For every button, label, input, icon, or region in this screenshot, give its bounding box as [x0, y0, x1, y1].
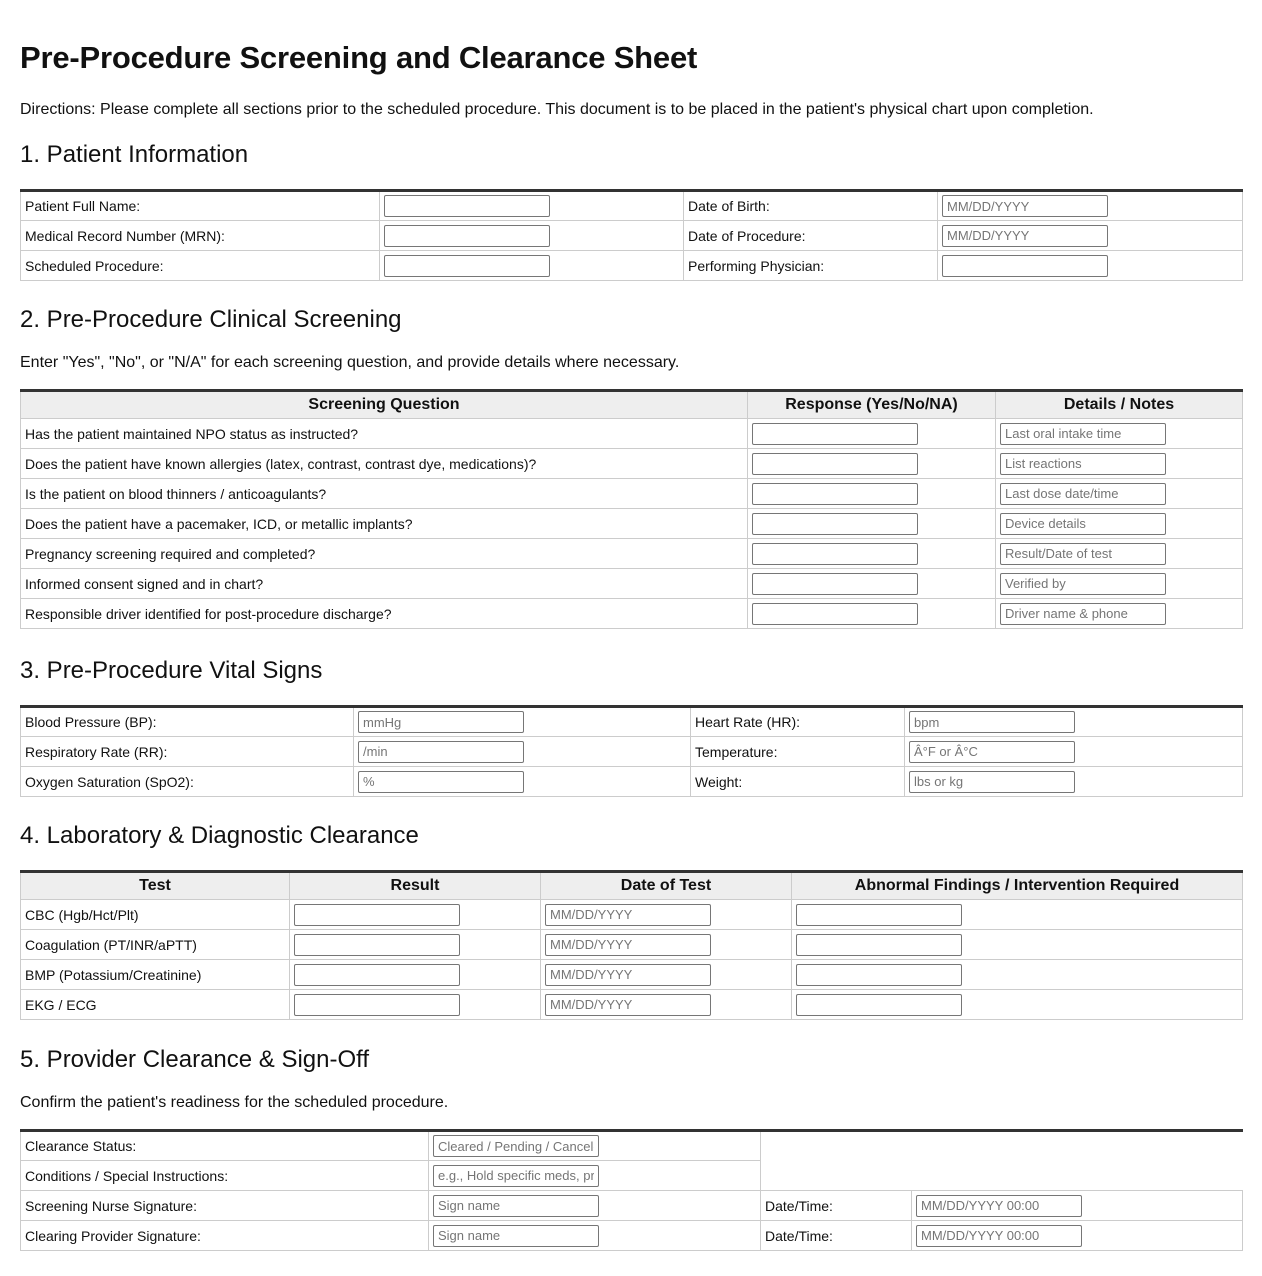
patient-name-label: Patient Full Name: [21, 191, 380, 221]
table-row [21, 900, 1243, 930]
consent-response-input[interactable] [752, 573, 918, 595]
cbc-findings-input[interactable] [796, 904, 962, 926]
test-name: Coagulation (PT/INR/aPTT) [21, 930, 290, 960]
table-row [21, 191, 1243, 221]
table-row [21, 1191, 1243, 1221]
table-row [21, 419, 1243, 449]
table-row [21, 569, 1243, 599]
spo2-input[interactable] [358, 771, 524, 793]
test-name: BMP (Potassium/Creatinine) [21, 960, 290, 990]
provider-signature-label: Clearing Provider Signature: [21, 1221, 429, 1251]
clearance-status-input[interactable] [433, 1135, 599, 1157]
table-row [21, 767, 1243, 797]
procedure-date-label: Date of Procedure: [684, 221, 938, 251]
cbc-date-input[interactable] [545, 904, 711, 926]
implants-details-input[interactable] [1000, 513, 1166, 535]
weight-input[interactable] [909, 771, 1075, 793]
screening-question: Does the patient have known allergies (latex, contrast, contrast dye, medications)? [21, 449, 748, 479]
implants-response-input[interactable] [752, 513, 918, 535]
table-row [21, 479, 1243, 509]
directions-text: Directions: Please complete all sections prior to the scheduled procedure. This document is to be placed in the patient's physical chart upon completion. [20, 101, 1094, 118]
pregnancy-response-input[interactable] [752, 543, 918, 565]
clearance-status-label: Clearance Status: [21, 1131, 429, 1161]
npo-response-input[interactable] [752, 423, 918, 445]
coag-result-input[interactable] [294, 934, 460, 956]
allergies-response-input[interactable] [752, 453, 918, 475]
temperature-label: Temperature: [691, 737, 905, 767]
driver-response-input[interactable] [752, 603, 918, 625]
screening-question: Pregnancy screening required and completed? [21, 539, 748, 569]
table-row [21, 737, 1243, 767]
screening-instructions: Enter "Yes", "No", or "N/A" for each screening question, and provide details where necessary. [20, 354, 680, 371]
table-row [21, 449, 1243, 479]
table-row [21, 930, 1243, 960]
rr-input[interactable] [358, 741, 524, 763]
screening-question: Has the patient maintained NPO status as instructed? [21, 419, 748, 449]
section-1-heading: 1. Patient Information [20, 141, 249, 168]
screening-question: Responsible driver identified for post-procedure discharge? [21, 599, 748, 629]
weight-label: Weight: [691, 767, 905, 797]
patient-name-input[interactable] [384, 195, 550, 217]
nurse-signature-input[interactable] [433, 1195, 599, 1217]
table-row [21, 509, 1243, 539]
table-row [21, 990, 1243, 1020]
ekg-result-input[interactable] [294, 994, 460, 1016]
spo2-label: Oxygen Saturation (SpO2): [21, 767, 354, 797]
section-2-heading: 2. Pre-Procedure Clinical Screening [20, 306, 402, 333]
mrn-input[interactable] [384, 225, 550, 247]
bmp-date-input[interactable] [545, 964, 711, 986]
column-header-date: Date of Test [541, 872, 792, 900]
bp-input[interactable] [358, 711, 524, 733]
rr-label: Respiratory Rate (RR): [21, 737, 354, 767]
bmp-result-input[interactable] [294, 964, 460, 986]
table-row [21, 539, 1243, 569]
scheduled-procedure-input[interactable] [384, 255, 550, 277]
section-4-heading: 4. Laboratory & Diagnostic Clearance [20, 822, 419, 849]
ekg-findings-input[interactable] [796, 994, 962, 1016]
column-header-test: Test [21, 872, 290, 900]
pregnancy-details-input[interactable] [1000, 543, 1166, 565]
bmp-findings-input[interactable] [796, 964, 962, 986]
table-header-row [21, 872, 1243, 900]
ekg-date-input[interactable] [545, 994, 711, 1016]
table-header-row [21, 391, 1243, 419]
test-name: EKG / ECG [21, 990, 290, 1020]
table-row [21, 1131, 1243, 1161]
dob-label: Date of Birth: [684, 191, 938, 221]
provider-datetime-input[interactable] [916, 1225, 1082, 1247]
temperature-input[interactable] [909, 741, 1075, 763]
cbc-result-input[interactable] [294, 904, 460, 926]
column-header-details: Details / Notes [996, 391, 1243, 419]
table-row [21, 960, 1243, 990]
column-header-findings: Abnormal Findings / Intervention Required [792, 872, 1243, 900]
bp-label: Blood Pressure (BP): [21, 707, 354, 737]
lab-clearance-table [20, 870, 1243, 1020]
provider-datetime-label: Date/Time: [761, 1221, 912, 1251]
test-name: CBC (Hgb/Hct/Plt) [21, 900, 290, 930]
column-header-result: Result [290, 872, 541, 900]
screening-question: Informed consent signed and in chart? [21, 569, 748, 599]
signoff-table [20, 1129, 1243, 1251]
table-row [21, 1221, 1243, 1251]
conditions-label: Conditions / Special Instructions: [21, 1161, 429, 1191]
section-5-heading: 5. Provider Clearance & Sign-Off [20, 1046, 370, 1073]
column-header-question: Screening Question [21, 391, 748, 419]
dob-input[interactable] [942, 195, 1108, 217]
screening-question: Does the patient have a pacemaker, ICD, or metallic implants? [21, 509, 748, 539]
anticoagulants-details-input[interactable] [1000, 483, 1166, 505]
section-3-heading: 3. Pre-Procedure Vital Signs [20, 657, 323, 684]
npo-details-input[interactable] [1000, 423, 1166, 445]
allergies-details-input[interactable] [1000, 453, 1166, 475]
nurse-datetime-label: Date/Time: [761, 1191, 912, 1221]
screening-question: Is the patient on blood thinners / anticoagulants? [21, 479, 748, 509]
hr-label: Heart Rate (HR): [691, 707, 905, 737]
vital-signs-table [20, 705, 1243, 797]
table-row [21, 707, 1243, 737]
blank-cell [761, 1131, 1243, 1191]
anticoagulants-response-input[interactable] [752, 483, 918, 505]
screening-table [20, 389, 1243, 629]
table-row [21, 251, 1243, 281]
mrn-label: Medical Record Number (MRN): [21, 221, 380, 251]
hr-input[interactable] [909, 711, 1075, 733]
scheduled-procedure-label: Scheduled Procedure: [21, 251, 380, 281]
table-row [21, 599, 1243, 629]
page-title: Pre-Procedure Screening and Clearance Sheet [20, 40, 698, 75]
conditions-input[interactable] [433, 1165, 599, 1187]
coag-date-input[interactable] [545, 934, 711, 956]
consent-details-input[interactable] [1000, 573, 1166, 595]
patient-info-table [20, 189, 1243, 281]
signoff-instructions: Confirm the patient's readiness for the scheduled procedure. [20, 1094, 449, 1111]
table-row [21, 221, 1243, 251]
procedure-date-input[interactable] [942, 225, 1108, 247]
provider-signature-input[interactable] [433, 1225, 599, 1247]
physician-label: Performing Physician: [684, 251, 938, 281]
driver-details-input[interactable] [1000, 603, 1166, 625]
nurse-datetime-input[interactable] [916, 1195, 1082, 1217]
column-header-response: Response (Yes/No/NA) [748, 391, 996, 419]
physician-input[interactable] [942, 255, 1108, 277]
nurse-signature-label: Screening Nurse Signature: [21, 1191, 429, 1221]
coag-findings-input[interactable] [796, 934, 962, 956]
